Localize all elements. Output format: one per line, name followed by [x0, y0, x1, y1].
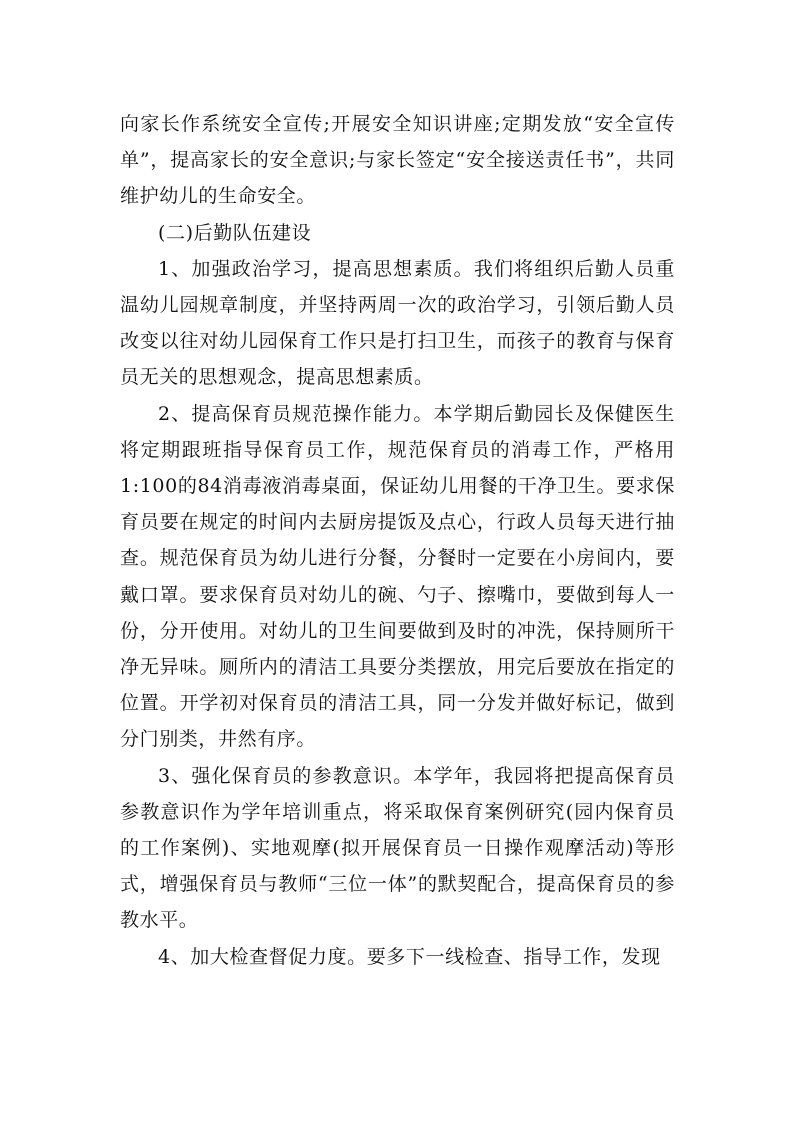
paragraph-caregiver-teaching-awareness: 3、强化保育员的参教意识。本学年，我园将把提高保育员参教意识作为学年培训重点，将采取保育案例研究(园内保育员的工作案例)、实地观摩(拟开展保育员一日操作观摩活动)等形式，增强保育员与教师“三位一体”的默契配合，提高保育员的参教水平。 [120, 764, 675, 932]
paragraph-political-study: 1、加强政治学习，提高思想素质。我们将组织后勤人员重温幼儿园规章制度，并坚持两周一次的政治学习，引领后勤人员改变以往对幼儿园保育工作只是打扫卫生，而孩子的教育与保育员无关的思想观念，提高思想素质。 [120, 257, 675, 389]
paragraph-inspection-supervision: 4、加大检查督促力度。要多下一线检查、指导工作，发现 [158, 945, 661, 968]
paragraph-parent-safety: 向家长作系统安全宣传;开展安全知识讲座;定期发放“安全宣传单”，提高家长的安全意识;与家长签定“安全接送责任书”，共同维护幼儿的生命安全。 [120, 113, 675, 208]
paragraph-caregiver-operations: 2、提高保育员规范操作能力。本学期后勤园长及保健医生将定期跟班指导保育员工作，规范保育员的消毒工作，严格用1:100的84消毒液消毒桌面，保证幼儿用餐的干净卫生。要求保育员要在规定的时间内去厨房提饭及点心，行政人员每天进行抽查。规范保育员为幼儿进行分餐，分餐时一定要在小房间内，要戴口罩。要求保育员对幼儿的碗、勺子、擦嘴巾，要做到每人一份，分开使用。对幼儿的卫生间要做到及时的冲洗，保持厕所干净无异味。厕所内的清洁工具要分类摆放，用完后要放在指定的位置。开学初对保育员的清洁工具，同一分发并做好标记，做到分门别类，井然有序。 [120, 402, 675, 751]
document-body [120, 106, 675, 975]
section-heading-logistics-team: (二)后勤队伍建设 [158, 221, 312, 244]
